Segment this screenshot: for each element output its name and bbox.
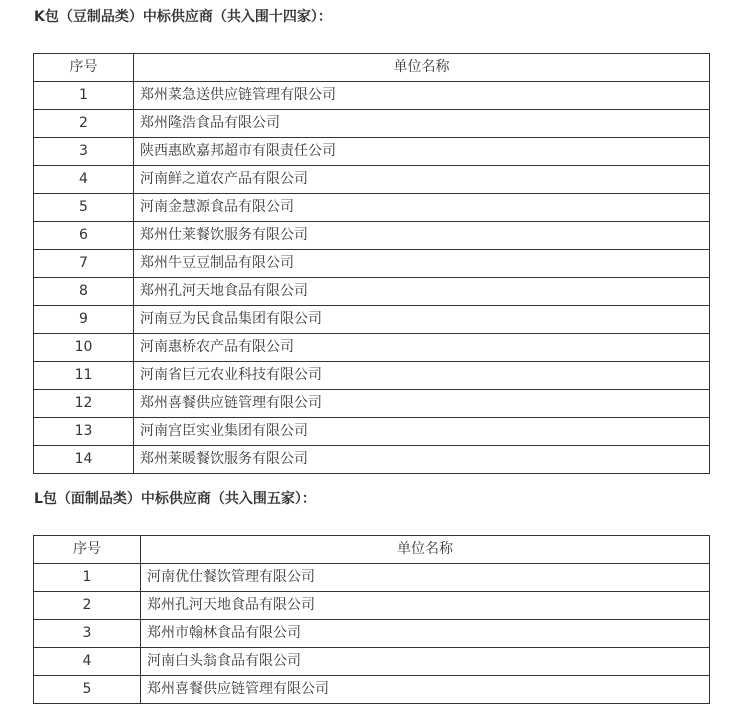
row-index-cell: 5 [34,676,141,704]
supplier-name-cell: 河南鲜之道农产品有限公司 [134,166,710,194]
row-index-cell: 9 [34,306,134,334]
row-index-cell: 2 [34,110,134,138]
row-index-cell: 8 [34,278,134,306]
table-row [34,620,710,648]
table-row [34,564,710,592]
table-header-row [34,536,710,564]
supplier-name-cell: 河南金慧源食品有限公司 [134,194,710,222]
row-index-cell: 11 [34,362,134,390]
supplier-name-cell: 郑州牛豆豆制品有限公司 [134,250,710,278]
table-row [34,362,710,390]
supplier-name-cell: 河南省巨元农业科技有限公司 [134,362,710,390]
supplier-name-cell: 河南惠桥农产品有限公司 [134,334,710,362]
package-k-supplier-table [33,53,710,474]
supplier-name-cell: 郑州仕莱餐饮服务有限公司 [134,222,710,250]
table-row [34,676,710,704]
table-row [34,82,710,110]
supplier-name-cell: 郑州孔河天地食品有限公司 [134,278,710,306]
row-index-cell: 13 [34,418,134,446]
supplier-name-cell: 河南优仕餐饮管理有限公司 [141,564,710,592]
row-index-cell: 7 [34,250,134,278]
package-l-supplier-table [33,535,710,704]
table-row [34,166,710,194]
table-row [34,306,710,334]
supplier-name-cell: 河南白头翁食品有限公司 [141,648,710,676]
supplier-name-cell: 郑州喜餐供应链管理有限公司 [134,390,710,418]
row-index-cell: 14 [34,446,134,474]
row-index-cell: 4 [34,648,141,676]
column-header-index: 序号 [34,536,141,564]
row-index-cell: 12 [34,390,134,418]
table-row [34,648,710,676]
table-row [34,110,710,138]
package-l-heading: L包（面制品类）中标供应商（共入围五家）： [34,491,316,507]
table-row [34,250,710,278]
table-row [34,390,710,418]
row-index-cell: 3 [34,620,141,648]
supplier-name-cell: 河南宫臣实业集团有限公司 [134,418,710,446]
table-row [34,592,710,620]
supplier-name-cell: 河南豆为民食品集团有限公司 [134,306,710,334]
column-header-name: 单位名称 [134,54,710,82]
table-row [34,446,710,474]
table-row [34,278,710,306]
column-header-index: 序号 [34,54,134,82]
row-index-cell: 3 [34,138,134,166]
table-row [34,138,710,166]
table-row [34,222,710,250]
table-row [34,418,710,446]
table-row [34,194,710,222]
package-k-heading: K包（豆制品类）中标供应商（共入围十四家）： [34,9,332,25]
column-header-name: 单位名称 [141,536,710,564]
row-index-cell: 10 [34,334,134,362]
supplier-name-cell: 郑州菜急送供应链管理有限公司 [134,82,710,110]
row-index-cell: 1 [34,564,141,592]
row-index-cell: 1 [34,82,134,110]
row-index-cell: 5 [34,194,134,222]
supplier-name-cell: 郑州莱暖餐饮服务有限公司 [134,446,710,474]
row-index-cell: 4 [34,166,134,194]
supplier-name-cell: 郑州市翰林食品有限公司 [141,620,710,648]
table-row [34,334,710,362]
supplier-name-cell: 郑州隆浩食品有限公司 [134,110,710,138]
supplier-name-cell: 郑州喜餐供应链管理有限公司 [141,676,710,704]
row-index-cell: 6 [34,222,134,250]
supplier-name-cell: 郑州孔河天地食品有限公司 [141,592,710,620]
table-header-row [34,54,710,82]
row-index-cell: 2 [34,592,141,620]
supplier-name-cell: 陕西惠欧嘉邦超市有限责任公司 [134,138,710,166]
